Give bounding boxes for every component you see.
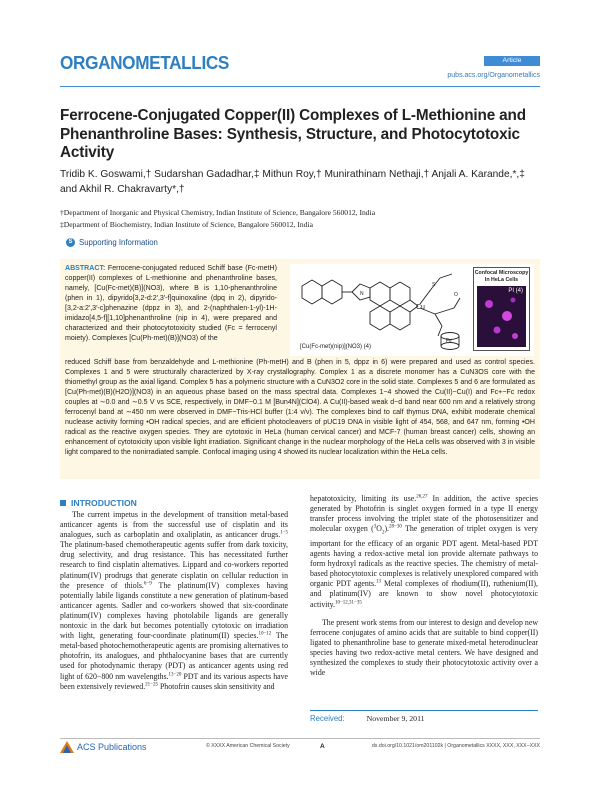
abstract-label: ABSTRACT: (65, 265, 106, 272)
footer-divider (60, 738, 540, 739)
confocal-panel (473, 267, 530, 351)
abstract-box (60, 259, 540, 479)
supporting-info-icon: S (66, 238, 75, 247)
received-value: November 9, 2011 (366, 714, 425, 723)
supporting-information-link[interactable] (66, 238, 158, 247)
hela-cells-image (477, 286, 526, 347)
header-divider (60, 86, 540, 87)
page-number: A (320, 743, 325, 750)
svg-text:S: S (432, 282, 436, 288)
article-title: Ferrocene-Conjugated Copper(II) Complexes of L-Methionine and Phenanthroline Bases: Synthesis, Structure, and Photocytotoxic Activity (60, 107, 526, 161)
intro-paragraph-2: hepatotoxicity, limiting its use.$^{26,27}$ In addition, the active species generated by Photofrin is singlet oxygen formed in a type II energy transfer process involving the triplet state of the photosensitizer and molecular oxygen $(^3O_2).^{28-30}$ The generation of triplet oxygen is very important for the efficacy of an organic PDT agent. Metal-based PDT agents having a redox-active metal ion provide alternate pathways to form hydroxyl radicals as the reactive species. The chemistry of metal-based photocytotoxic complexes is relatively unexplored compared with organic PDT agents.$^{13}$ Metal complexes of rhodium(II), ruthenium(II), and platinum(IV) are known to show novel photocytotoxic activity.$^{10-12,31-35}$ (310, 494, 538, 609)
toc-caption: [Cu(Fc-met)(nip)](NO3) (4) (300, 344, 372, 350)
doi-link[interactable]: dx.doi.org/10.1021/om201102k | Organometallics XXXX, XXX, XXX−XXX (371, 743, 540, 749)
introduction-heading (60, 498, 137, 508)
acs-logo-icon (60, 741, 74, 753)
confocal-label: PI (4) (508, 288, 523, 294)
abstract-part1: Ferrocene-conjugated reduced Schiff base (Fc-metH) copper(II) complexes of L-methionine and phenanthroline bases, namely, [Cu(Fc-met)(B)](NO3), where B is 1,10-phenanthroline (phen in 1), dipyrido[3,2-d:2′,3′-f]quinoxaline (dpq in 2), dipyrido-[3,2-a:2′,3′-c]phenazine (dppz in 3), and 2-(naphthalen-1-yl)-1H-imidazo[4,5-f][1,10]phenanthroline (nip in 4), were prepared and characterized and their photocytotoxicity studied (Fc = ferrocenyl moiety). Complexes [Cu(Ph-met)(B)](NO3) of the (65, 265, 277, 342)
section-marker-icon (60, 500, 66, 506)
publisher-name: ACS Publications (77, 742, 147, 752)
intro-left-column (60, 510, 288, 692)
abstract-intro (65, 264, 277, 344)
svg-text:Cu: Cu (416, 304, 425, 311)
affiliation-1: †Department of Inorganic and Physical Chemistry, Indian Institute of Science, Bangalore 560012, India (60, 208, 376, 217)
affiliation-2: ‡Department of Biochemistry, Indian Institute of Science, Bangalore 560012, India (60, 220, 313, 229)
received-divider (310, 710, 538, 711)
intro-paragraph-3: The present work stems from our interest to design and develop new ferrocene conjugates of amino acids that are suitable to bind copper(II) ligated to phenanthroline base to generate mixed-metal heterodinuclear species having two redox-active metal centers. We have designed and synthesized the complexes to study their photocytotoxic activity over a wide (310, 617, 538, 678)
intro-paragraph-1: The current impetus in the development of transition metal-based anticancer agents is from the successful use of cisplatin and its analogues, such as carboplatin and oxaliplatin, as anticancer drugs.$^{1-5}$ The platinum-based chemotherapeutic agents suffer from dark toxicity, drug selectivity, and drug resistance. This has necessitated further research to find cisplatin alternatives. Lippard and co-workers reported platinum(IV) prodrugs that generate cisplatin on cellular reduction in the presence of thiols.$^{6-9}$ The platinum(IV) complexes having potentially labile ligands constitute a new generation of platinum-based anticancer agents. Sadler and co-workers showed that six-coordinate platinum(IV) complexes having photolabile ligands are generally nontoxic in the dark but becomes potentially cytotoxic on irradiation with light, generating four-coordinate platinum(II) species.$^{10-12}$ The metal-based photochemotherapeutic agents are promising alternatives to photofrin, its analogues, and phthalocyanine bases that are currently used for photodynamic therapy (PDT) as anticancer agents using red light of 620−800 nm wavelengths.$^{13-20}$ PDT and its various aspects have been extensively reviewed.$^{21-25}$ Photofrin causes skin sensitivity and (60, 510, 289, 691)
svg-text:O: O (454, 292, 458, 298)
complex-structure-diagram (290, 264, 470, 356)
introduction-heading-label: INTRODUCTION (71, 498, 137, 508)
confocal-title: Confocal Microscopy In HeLa Cells (474, 270, 529, 283)
intro-right-column (310, 494, 538, 678)
svg-text:N: N (360, 291, 364, 297)
copyright-notice: © XXXX American Chemical Society (206, 743, 290, 749)
toc-graphic (290, 264, 534, 356)
received-label: Received: (310, 714, 345, 723)
author-list: Tridib K. Goswami,† Sudarshan Gadadhar,‡ Mithun Roy,† Munirathinam Nethaji,† Anjali A. Karande,*,‡ and Akhil R. Chakravarty*,† (60, 169, 525, 195)
confocal-image (477, 286, 526, 347)
supporting-info-label: Supporting Information (79, 238, 158, 247)
svg-text:Fe: Fe (446, 338, 452, 344)
acs-publications-logo[interactable] (60, 741, 147, 753)
journal-logo[interactable]: ORGANOMETALLICS (60, 52, 230, 73)
abstract-body: reduced Schiff base from benzaldehyde and L-methionine (Ph-metH) and B (phen in 5, dppz in 6) were prepared and used as control species. Complexes 1 and 5 were structurally characterized by X-ray crystallography. Complex 1 as a discrete monomer has a CuN3OS core with the thiomethyl group as the axial ligand. Complex 5 has a polymeric structure with a CuN3O2 core in the solid state. Complexes 5 and 6 are formulated as [Cu(Ph-met)(B)(H2O)](NO3) in an aqueous phase based on the mass spectral data. Complexes 1−4 showed the Cu(II)−Cu(I) and Fc+−Fc redox couples at ∼0.0 and ∼0.5 V vs SCE, respectively, in DMF−0.1 M [Bun4N](ClO4). A Cu(II)-based weak d−d band near 600 nm and a relatively strong ferrocenyl band at ∼450 nm were observed in DMF−Tris-HCl buffer (1:4 v/v). The complexes bind to calf thymus DNA, exhibit moderate chemical nuclease activity forming •OH radical species, and are efficient photocleavers of pUC19 DNA in visible light of 454, 568, and 647 nm, forming •OH radical as the reactive oxygen species. They are cytotoxic in HeLa (human cervical cancer) and MCF-7 (human breast cancer) cells, showing an enhancement of cytotoxicity upon visible light irradiation. Significant change in the nuclear morphology of the HeLa cells was observed with 3 in visible light compared to the nonirradiated sample. Confocal imaging using 4 showed its nuclear localization within the HeLa cells. (65, 359, 535, 457)
article-type-badge: Article (484, 56, 540, 66)
received-date (310, 714, 425, 723)
journal-url-link[interactable]: pubs.acs.org/Organometallics (447, 72, 540, 79)
